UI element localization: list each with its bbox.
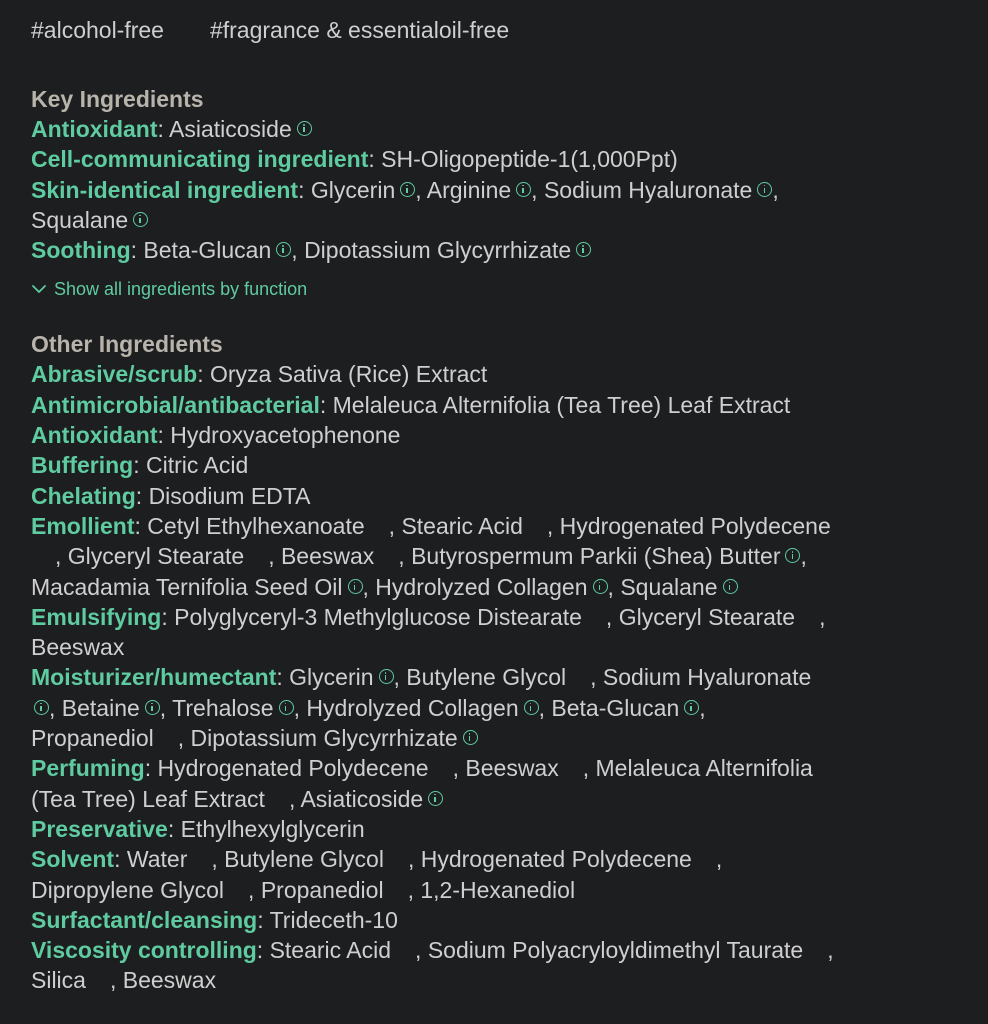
function-label: Perfuming [31, 755, 145, 782]
ingredient[interactable]: Sodium Hyaluronate [543, 176, 753, 203]
ingredient[interactable]: Glycerin [310, 176, 396, 203]
info-icon[interactable] [516, 182, 531, 197]
ingredient[interactable]: Beeswax [31, 634, 125, 661]
ingredient[interactable]: Asiaticoside [169, 116, 292, 142]
ingredient[interactable]: Beeswax [465, 755, 559, 782]
ingredient[interactable]: Sodium Polyacryloyldimethyl Taurate [427, 937, 804, 964]
function-label: Soothing [31, 237, 131, 264]
function-label: Antimicrobial/antibacterial [31, 391, 320, 418]
info-icon[interactable] [757, 182, 772, 197]
other-row-chelating: Chelating: Disodium EDTA [31, 482, 311, 509]
function-label: Antioxidant [31, 422, 158, 449]
tag-list [31, 14, 971, 46]
info-icon[interactable] [463, 730, 478, 745]
ingredient[interactable]: Stearic Acid [269, 937, 392, 964]
info-icon[interactable] [279, 700, 294, 715]
ingredient[interactable]: Propanediol [31, 725, 154, 752]
ingredient[interactable]: Beta-Glucan [143, 237, 272, 264]
ingredient[interactable]: Glyceryl Stearate [67, 543, 245, 570]
other-row-abrasive: Abrasive/scrub: Oryza Sativa (Rice) Extract [31, 361, 488, 388]
other-row-perfuming: Perfuming: Hydrogenated Polydecene , Beeswax , Melaleuca Alternifolia (Tea Tree) Leaf Extract , Asiaticoside [31, 755, 813, 812]
info-icon[interactable] [379, 669, 394, 684]
function-label: Surfactant/cleansing [31, 906, 258, 933]
ingredient[interactable]: Asiaticoside [300, 785, 424, 812]
info-icon[interactable] [400, 182, 415, 197]
ingredient[interactable]: Butylene Glycol [224, 846, 384, 873]
function-label: Viscosity controlling [31, 937, 257, 964]
chevron-down-icon [31, 283, 47, 295]
ingredient[interactable]: Melaleuca Alternifolia (Tea Tree) Leaf Extract [332, 391, 791, 418]
ingredient[interactable]: (Tea Tree) Leaf Extract [31, 785, 265, 812]
info-icon[interactable] [428, 791, 443, 806]
function-label: Buffering [31, 452, 134, 479]
tag-alcohol-free: #alcohol-free [31, 17, 164, 43]
ingredient[interactable]: Trehalose [172, 694, 274, 721]
ingredient[interactable]: Hydroxyacetophenone [170, 422, 401, 449]
ingredient[interactable]: Hydrolyzed Collagen [306, 694, 519, 721]
other-row-preservative: Preservative: Ethylhexylglycerin [31, 815, 365, 842]
ingredient[interactable]: 1,2-Hexanediol [420, 876, 576, 903]
function-label: Emulsifying [31, 603, 162, 630]
ingredient[interactable]: Glycerin [289, 664, 374, 691]
key-row-soothing: Soothing: Beta-Glucan , Dipotassium Glycyrrhizate [31, 235, 971, 265]
function-label: Cell-communicating ingredient [31, 146, 369, 173]
ingredient[interactable]: Beeswax [122, 967, 217, 994]
ingredient[interactable]: Beta-Glucan [551, 694, 680, 721]
ingredient[interactable]: Dipotassium Glycyrrhizate [190, 725, 458, 752]
ingredient[interactable]: Squalane [620, 573, 718, 600]
ingredient[interactable]: Arginine [426, 176, 512, 203]
other-row-antimicrobial: Antimicrobial/antibacterial: Melaleuca Alternifolia (Tea Tree) Leaf Extract [31, 391, 791, 418]
info-icon[interactable] [276, 242, 291, 257]
ingredient[interactable]: Stearic Acid [401, 512, 523, 539]
ingredient[interactable]: Hydrogenated Polydecene [559, 512, 831, 539]
function-label: Abrasive/scrub [31, 361, 198, 388]
function-label: Preservative [31, 815, 168, 842]
ingredient[interactable]: SH-Oligopeptide-1(1,000Ppt) [381, 146, 678, 173]
function-label: Moisturizer/humectant [31, 664, 277, 691]
ingredient[interactable]: Sodium Hyaluronate [602, 664, 812, 691]
info-icon[interactable] [723, 579, 738, 594]
other-ingredients-title: Other Ingredients [31, 331, 223, 358]
ingredient[interactable]: Melaleuca Alternifolia [595, 755, 813, 782]
ingredients-panel [31, 14, 971, 996]
ingredient[interactable]: Butyrospermum Parkii (Shea) Butter [411, 543, 781, 570]
tag-fragrance-free: #fragrance & essentialoil-free [209, 17, 510, 43]
other-row-emollient: Emollient: Cetyl Ethylhexanoate , Stearic Acid , Hydrogenated Polydecene , Glyceryl Stearate , Beeswax , Butyrospermum Parkii (Shea) Butter , Macadamia Ternifolia Seed Oil , Hydrolyzed Collagen , Squalane [31, 512, 831, 600]
info-icon[interactable] [684, 700, 699, 715]
function-label: Emollient [31, 512, 135, 539]
function-label: Antioxidant [31, 116, 158, 142]
show-all-ingredients-toggle[interactable] [31, 277, 971, 301]
info-icon[interactable] [133, 212, 148, 227]
ingredient[interactable]: Dipotassium Glycyrrhizate [304, 237, 572, 264]
ingredient[interactable]: Hydrogenated Polydecene [157, 755, 429, 782]
other-row-surfactant: Surfactant/cleansing: Trideceth-10 [31, 906, 398, 933]
ingredient[interactable]: Butylene Glycol [406, 664, 567, 691]
other-row-solvent: Solvent: Water , Butylene Glycol , Hydrogenated Polydecene , Dipropylene Glycol , Propanediol , 1,2-Hexanediol [31, 846, 723, 903]
function-label: Solvent [31, 846, 115, 873]
ingredient[interactable]: Citric Acid [146, 452, 249, 479]
toggle-label: Show all ingredients by function [54, 279, 308, 300]
ingredient[interactable]: Disodium EDTA [148, 482, 311, 509]
ingredient[interactable]: Cetyl Ethylhexanoate [147, 512, 365, 539]
ingredient[interactable]: Macadamia Ternifolia Seed Oil [31, 573, 343, 600]
ingredient[interactable]: Squalane [31, 206, 129, 233]
other-row-buffering: Buffering: Citric Acid [31, 452, 249, 479]
other-row-emulsifying: Emulsifying: Polyglyceryl-3 Methylglucose Distearate , Glyceryl Stearate , Beeswax [31, 603, 826, 661]
other-row-antioxidant: Antioxidant: Hydroxyacetophenone [31, 422, 401, 449]
ingredient[interactable]: Hydrolyzed Collagen [375, 573, 588, 600]
ingredient[interactable]: Trideceth-10 [269, 906, 398, 933]
ingredient[interactable]: Water [126, 846, 188, 873]
ingredient[interactable]: Beeswax [280, 543, 375, 570]
key-row-cell-communicating: Cell-communicating ingredient: SH-Oligopeptide-1(1,000Ppt) [31, 146, 678, 173]
other-row-moisturizer: Moisturizer/humectant: Glycerin , Butylene Glycol , Sodium Hyaluronate , Betaine , Trehalose , Hydrolyzed Collagen , Beta-Glucan , Propanediol , Dipotassium Glycyrrhizate [31, 664, 812, 752]
ingredient[interactable]: Oryza Sativa (Rice) Extract [209, 361, 488, 388]
info-icon[interactable] [576, 242, 591, 257]
ingredient[interactable]: Glyceryl Stearate [618, 603, 796, 630]
ingredient[interactable]: Betaine [61, 694, 140, 721]
ingredient[interactable]: Polyglyceryl-3 Methylglucose Distearate [174, 603, 582, 630]
function-label: Chelating [31, 482, 136, 509]
ingredient[interactable]: Ethylhexylglycerin [180, 815, 365, 842]
ingredient[interactable]: Dipropylene Glycol [31, 876, 225, 903]
key-row-antioxidant: Antioxidant: Asiaticoside [31, 114, 971, 144]
ingredient[interactable]: Hydrogenated Polydecene [420, 846, 692, 873]
info-icon[interactable] [524, 700, 539, 715]
info-icon[interactable] [34, 700, 49, 715]
key-row-skin-identical: Skin-identical ingredient: Glycerin , Arginine , Sodium Hyaluronate , Squalane [31, 176, 779, 233]
info-icon[interactable] [348, 579, 363, 594]
info-icon[interactable] [593, 579, 608, 594]
ingredient[interactable]: Silica [31, 967, 86, 994]
ingredient[interactable]: Propanediol [260, 876, 384, 903]
info-icon[interactable] [145, 700, 160, 715]
info-icon[interactable] [785, 548, 800, 563]
key-ingredients-title: Key Ingredients [31, 86, 204, 112]
other-row-viscosity: Viscosity controlling: Stearic Acid , Sodium Polyacryloyldimethyl Taurate , Silica , Beeswax [31, 937, 834, 994]
info-icon[interactable] [297, 121, 312, 136]
function-label: Skin-identical ingredient [31, 176, 299, 203]
